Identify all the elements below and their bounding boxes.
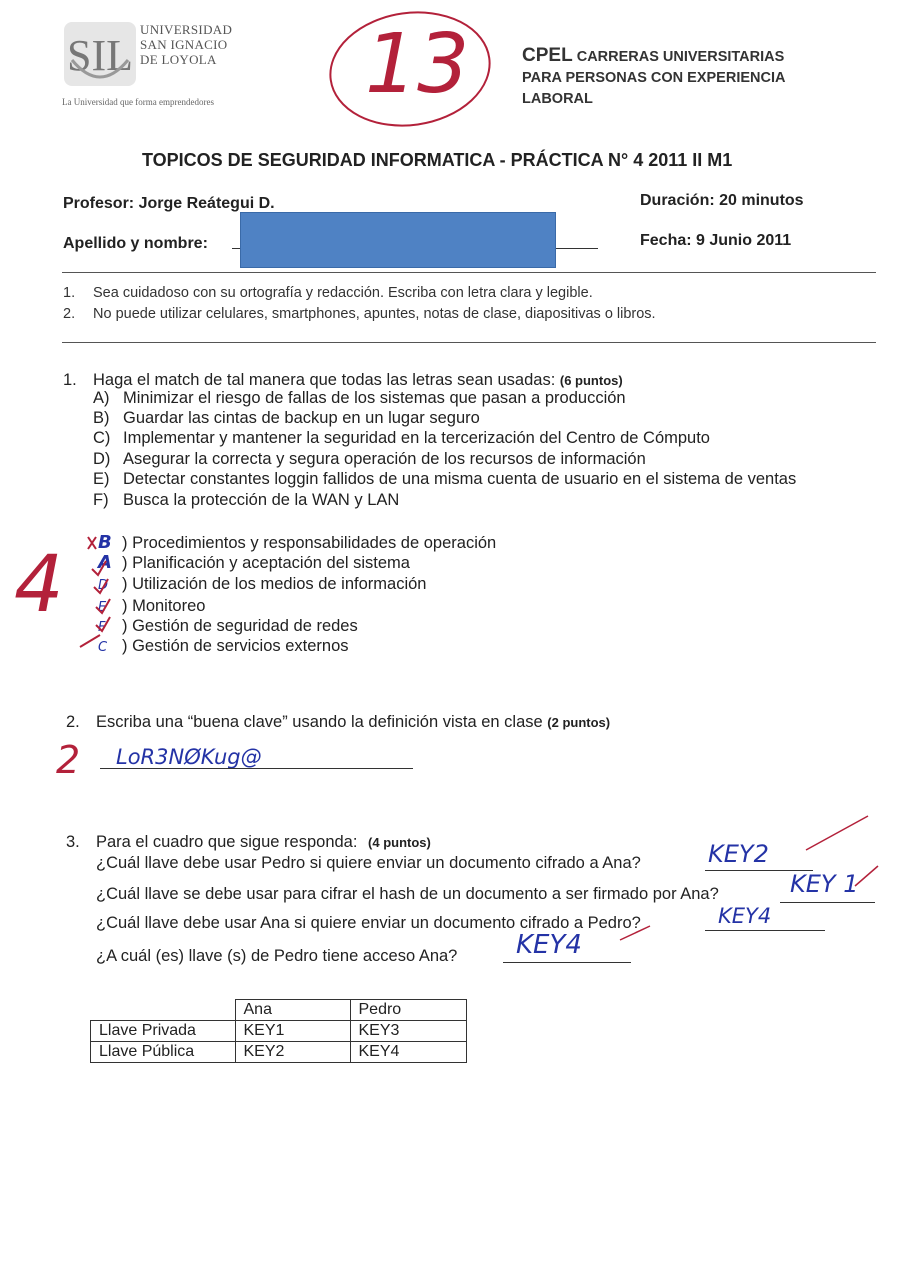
- university-name-line-3: DE LOYOLA: [140, 52, 217, 67]
- professor-label: Profesor: Jorge Reátegui D.: [63, 195, 275, 212]
- instruction-item: 2. No puede utilizar celulares, smartphones, apuntes, notas de clase, diapositivas o libros.: [63, 306, 656, 322]
- table-cell: KEY1: [235, 1021, 350, 1042]
- university-tagline: La Universidad que forma emprendedores: [62, 97, 214, 107]
- instruction-item: 1. Sea cuidadoso con su ortografía y redacción. Escriba con letra clara y legible.: [63, 285, 593, 301]
- university-name-line-1: UNIVERSIDAD: [140, 22, 233, 37]
- q3-answer: KEY4: [718, 904, 772, 928]
- table-cell: KEY3: [350, 1021, 466, 1042]
- grade-value: 13: [365, 17, 470, 112]
- table-cell: Llave Pública: [91, 1042, 236, 1063]
- table-row: [91, 1042, 467, 1063]
- q1-match: C ) Gestión de servicios externos: [98, 637, 349, 655]
- q1-option: F) Busca la protección de la WAN y LAN: [93, 491, 400, 509]
- q1-match: A ) Planificación y aceptación del sistema: [98, 552, 410, 573]
- duration-label: Duración: 20 minutos: [640, 192, 804, 209]
- date-label: Fecha: 9 Junio 2011: [640, 232, 792, 249]
- program-desc-line-3: LABORAL: [522, 91, 593, 107]
- table-row: [91, 1021, 467, 1042]
- q3-answer: KEY2: [708, 840, 769, 868]
- grade-mark: [325, 5, 495, 130]
- q3-question: ¿Cuál llave debe usar Ana si quiere enviar un documento cifrado a Pedro?: [96, 914, 641, 932]
- q1-match: F ) Gestión de seguridad de redes: [98, 617, 358, 635]
- key-table: [90, 999, 467, 1063]
- exam-title: TOPICOS DE SEGURIDAD INFORMATICA - PRÁCTICA N° 4 2011 II M1: [142, 150, 733, 170]
- q3-check-marks-icon: [610, 808, 880, 958]
- q2-answer: LoR3NØKug@: [116, 745, 262, 769]
- name-redaction: [240, 212, 556, 268]
- table-cell: KEY2: [235, 1042, 350, 1063]
- q3-question: ¿A cuál (es) llave (s) de Pedro tiene acceso Ana?: [96, 947, 458, 965]
- program-header: [522, 45, 785, 110]
- table-cell: Llave Privada: [91, 1021, 236, 1042]
- q1-option: A) Minimizar el riesgo de fallas de los sistemas que pasan a producción: [93, 389, 626, 407]
- divider-top: [62, 272, 876, 273]
- table-row: [91, 1000, 467, 1021]
- q1-match: D ) Utilización de los medios de información: [98, 575, 427, 593]
- university-name-line-2: SAN IGNACIO: [140, 37, 228, 52]
- q3-answer: KEY 1: [790, 870, 859, 898]
- q3-prompt: 3. Para el cuadro que sigue responda: (4 puntos): [66, 833, 431, 851]
- q1-option: E) Detectar constantes loggin fallidos de una misma cuenta de usuario en el sistema de ventas: [93, 470, 797, 488]
- q1-option: C) Implementar y mantener la seguridad en la tercerización del Centro de Cómputo: [93, 429, 710, 447]
- divider-bottom: [62, 342, 876, 343]
- program-name: CPEL: [522, 45, 573, 66]
- name-label: Apellido y nombre:: [63, 235, 208, 252]
- q2-score-mark: 2: [56, 738, 81, 782]
- table-header-cell: Ana: [235, 1000, 350, 1021]
- svg-text:SIL: SIL: [67, 31, 133, 80]
- q3-answer: KEY4: [516, 930, 582, 960]
- q1-option: B) Guardar las cintas de backup en un lugar seguro: [93, 409, 480, 427]
- table-header-cell: Pedro: [350, 1000, 466, 1021]
- q1-score-mark: 4: [14, 540, 64, 630]
- university-logo: [62, 20, 252, 110]
- q1-option: D) Asegurar la correcta y segura operación de los recursos de información: [93, 450, 646, 468]
- q2-answer-line: [100, 768, 413, 769]
- table-header-cell: [91, 1000, 236, 1021]
- q1-prompt: 1. Haga el match de tal manera que todas las letras sean usadas: (6 puntos): [63, 371, 623, 389]
- q1-match: B ) Procedimientos y responsabilidades de operación: [98, 532, 497, 553]
- q3-question: ¿Cuál llave debe usar Pedro si quiere enviar un documento cifrado a Ana?: [96, 854, 641, 872]
- program-desc-line-2: PARA PERSONAS CON EXPERIENCIA: [522, 70, 786, 86]
- sil-monogram-icon: [62, 20, 138, 90]
- q3-question: ¿Cuál llave se debe usar para cifrar el hash de un documento a ser firmado por Ana?: [96, 885, 719, 903]
- table-cell: KEY4: [350, 1042, 466, 1063]
- program-desc-line-1: CARRERAS UNIVERSITARIAS: [576, 49, 785, 65]
- q1-match: E ) Monitoreo: [98, 597, 206, 615]
- q3-answer-line: [503, 962, 631, 963]
- q2-prompt: 2. Escriba una “buena clave” usando la definición vista en clase (2 puntos): [66, 713, 611, 731]
